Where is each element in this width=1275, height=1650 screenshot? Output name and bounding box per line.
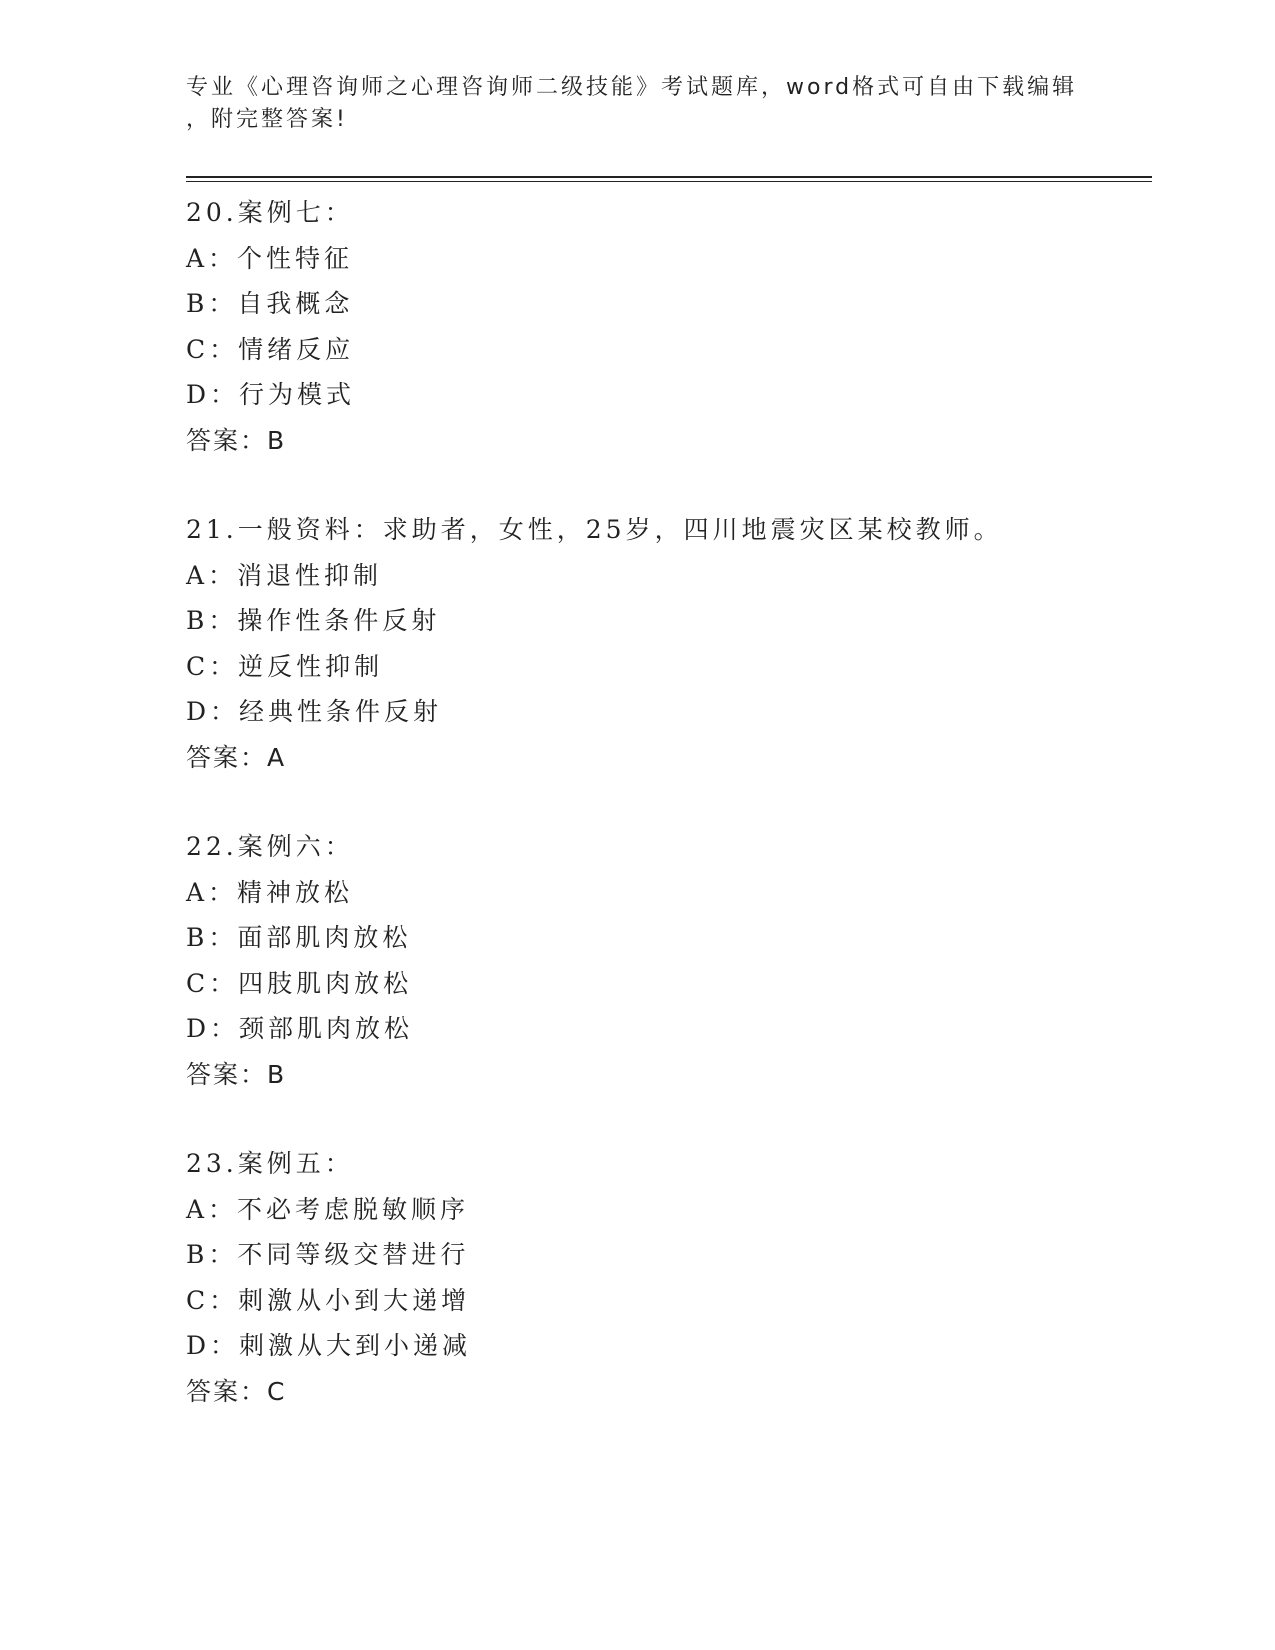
option-b: B：自我概念: [186, 289, 354, 318]
question-stem: 20.案例七：: [186, 198, 354, 227]
answer-line: 答案：A: [186, 742, 287, 772]
document-header: [186, 72, 1086, 136]
question-stem: 23.案例五：: [186, 1149, 354, 1178]
answer-line: 答案：C: [186, 1376, 287, 1406]
answer-line: 答案：B: [186, 425, 287, 455]
option-a: A：个性特征: [186, 243, 354, 273]
question-stem: 21.一般资料：求助者，女性，25岁，四川地震灾区某校教师。: [186, 515, 1003, 544]
question-23: [186, 1141, 1146, 1414]
option-c: C：四肢肌肉放松: [186, 968, 413, 998]
option-d: D：经典性条件反射: [186, 697, 443, 726]
question-list: [186, 190, 1146, 1458]
header-title-line: 专业《心理咨询师之心理咨询师二级技能》考试题库，word格式可自由下载编辑: [186, 75, 1078, 100]
option-c: C：逆反性抑制: [186, 651, 384, 681]
option-d: D：刺激从大到小递减: [186, 1331, 472, 1360]
option-b: B：面部肌肉放松: [186, 923, 412, 952]
option-b: B：不同等级交替进行: [186, 1240, 470, 1269]
header-title-continuation: ，附完整答案!: [186, 107, 348, 132]
question-22: [186, 824, 1146, 1097]
header-divider: [186, 176, 1152, 178]
question-20: [186, 190, 1146, 463]
option-d: D：颈部肌肉放松: [186, 1014, 414, 1043]
question-stem: 22.案例六：: [186, 832, 354, 861]
option-c: C：刺激从小到大递增: [186, 1285, 471, 1315]
option-c: C：情绪反应: [186, 334, 355, 364]
question-21: [186, 507, 1146, 780]
option-d: D：行为模式: [186, 380, 356, 409]
option-a: A：精神放松: [186, 877, 354, 907]
option-b: B：操作性条件反射: [186, 606, 441, 635]
answer-line: 答案：B: [186, 1059, 287, 1089]
option-a: A：消退性抑制: [186, 560, 383, 590]
option-a: A：不必考虑脱敏顺序: [186, 1194, 470, 1224]
